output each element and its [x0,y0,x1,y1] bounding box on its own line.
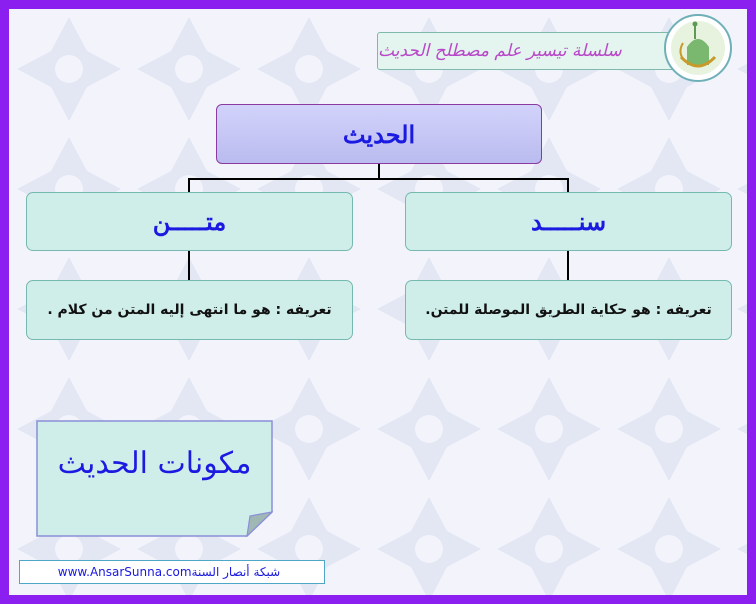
connector-to-matn [188,178,190,192]
note-title: مكونات الحديث [57,446,252,481]
footer-bar [19,560,325,584]
connector-matn-definition [188,251,190,280]
ansar-sunna-logo-icon [663,13,733,83]
connector-to-sanad [567,178,569,192]
matn-definition-text: تعريفه : هو ما انتهى إليه المتن من كلام . [47,302,332,318]
node-matn-definition [26,280,353,340]
sanad-definition-text: تعريفه : هو حكاية الطريق الموصلة للمتن. [425,302,712,318]
sticky-note [36,420,273,537]
connector-horizontal [188,178,569,180]
node-matn-title: متـــــن [152,207,227,236]
connector-sanad-definition [567,251,569,280]
node-sanad-definition [405,280,732,340]
root-node-hadith [216,104,542,164]
node-matn [26,192,353,251]
node-sanad [405,192,732,251]
series-title: سلسلة تيسير علم مصطلح الحديث [378,41,622,61]
footer-site-url[interactable]: www.AnsarSunna.com [57,565,192,579]
series-title-banner [377,32,681,70]
node-sanad-title: سنـــــد [530,207,607,236]
footer-site-name: شبكة أنصار السنة [191,565,281,579]
root-node-label: الحديث [342,119,416,149]
connector-root-down [378,164,380,179]
